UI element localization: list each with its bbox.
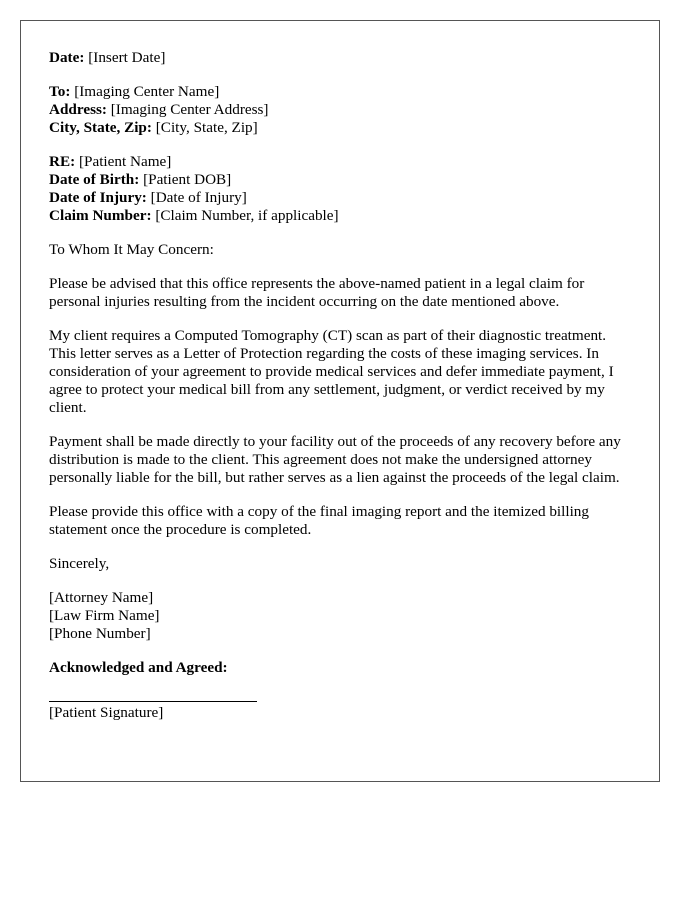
injury-line bbox=[49, 189, 635, 207]
dob-line bbox=[49, 171, 635, 189]
city-label: City, State, Zip: bbox=[49, 119, 152, 136]
signature-line bbox=[49, 701, 257, 702]
closing-sincerely: Sincerely, bbox=[49, 555, 110, 572]
to-line bbox=[49, 83, 635, 101]
letter-content bbox=[49, 49, 635, 722]
date-block bbox=[49, 49, 635, 67]
to-label: To: bbox=[49, 83, 71, 100]
date-value: [Insert Date] bbox=[88, 49, 166, 66]
re-label: RE: bbox=[49, 153, 76, 170]
re-line bbox=[49, 153, 635, 171]
acknowledgment-heading: Acknowledged and Agreed: bbox=[49, 659, 228, 676]
phone-number: [Phone Number] bbox=[49, 625, 151, 642]
patient-signature-label: [Patient Signature] bbox=[49, 704, 164, 721]
acknowledgment-block bbox=[49, 659, 635, 722]
address-line bbox=[49, 101, 635, 119]
signature-block bbox=[49, 589, 635, 643]
claim-label: Claim Number: bbox=[49, 207, 152, 224]
city-value: [City, State, Zip] bbox=[155, 119, 258, 136]
address-value: [Imaging Center Address] bbox=[110, 101, 269, 118]
address-label: Address: bbox=[49, 101, 107, 118]
dob-label: Date of Birth: bbox=[49, 171, 140, 188]
claim-line bbox=[49, 207, 635, 225]
date-label: Date: bbox=[49, 49, 85, 66]
dob-value: [Patient DOB] bbox=[143, 171, 232, 188]
to-value: [Imaging Center Name] bbox=[74, 83, 220, 100]
city-line bbox=[49, 119, 635, 137]
attorney-name: [Attorney Name] bbox=[49, 589, 154, 606]
paragraph-report-request: Please provide this office with a copy of the final imaging report and the itemized billing statement once the procedure is completed. bbox=[49, 503, 589, 538]
recipient-block bbox=[49, 83, 635, 137]
re-value: [Patient Name] bbox=[78, 153, 172, 170]
claim-value: [Claim Number, if applicable] bbox=[155, 207, 339, 224]
paragraph-representation: Please be advised that this office represents the above-named patient in a legal claim for personal injuries resulting from the incident occurring on the date mentioned above. bbox=[49, 275, 585, 310]
reference-block bbox=[49, 153, 635, 225]
letter-page bbox=[20, 20, 660, 782]
date-line bbox=[49, 49, 635, 67]
injury-value: [Date of Injury] bbox=[150, 189, 247, 206]
law-firm-name: [Law Firm Name] bbox=[49, 607, 160, 624]
salutation: To Whom It May Concern: bbox=[49, 241, 214, 258]
injury-label: Date of Injury: bbox=[49, 189, 147, 206]
paragraph-ct-scan: My client requires a Computed Tomography (CT) scan as part of their diagnostic treatment. This letter serves as a Letter of Protection regarding the costs of these imaging services. In consideration of your agreement to provide medical services and defer immediate payment, I agree to protect your medical bill from any settlement, judgment, or verdict received by my client. bbox=[49, 327, 614, 416]
paragraph-payment: Payment shall be made directly to your facility out of the proceeds of any recovery before any distribution is made to the client. This agreement does not make the undersigned attorney personally liable for the bill, but rather serves as a lien against the proceeds of the legal claim. bbox=[49, 433, 621, 486]
